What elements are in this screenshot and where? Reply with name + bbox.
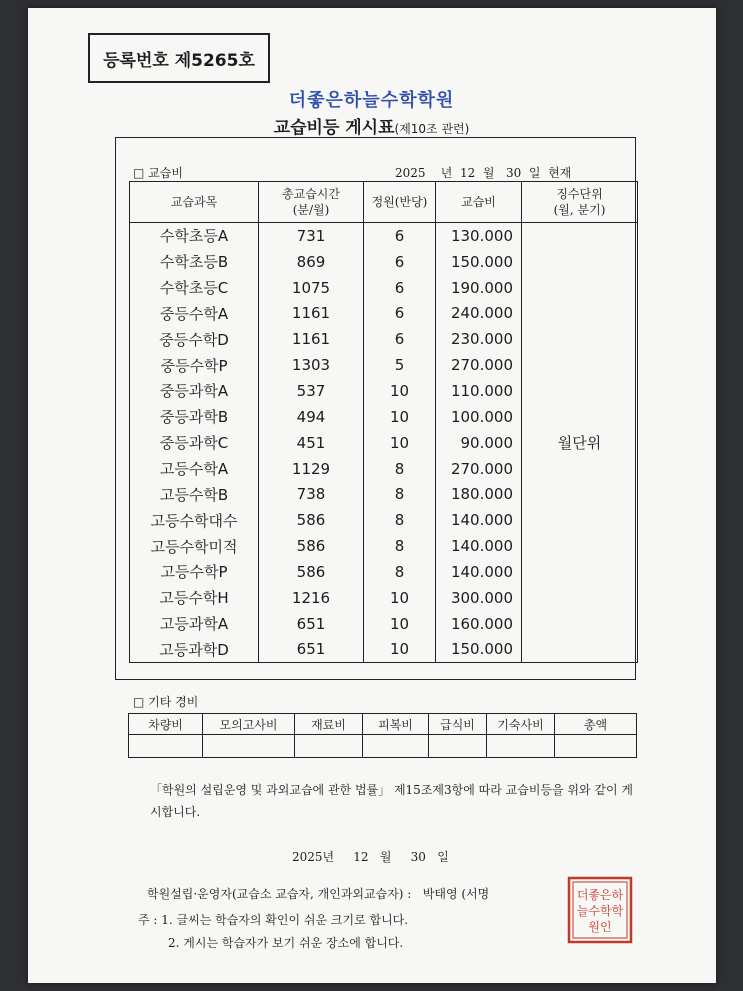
expense-value-cell xyxy=(129,735,203,758)
hours-cell: 1161 xyxy=(259,301,364,327)
table-row xyxy=(130,223,638,249)
hours-cell: 731 xyxy=(259,223,364,249)
capacity-cell: 6 xyxy=(364,301,436,327)
tuition-cell: 150.000 xyxy=(436,249,522,275)
as-of-date: 2025 년 12 월 30 일 현재 xyxy=(395,166,572,180)
subject-cell: 중등과학C xyxy=(130,430,259,456)
tuition-cell: 300.000 xyxy=(436,585,522,611)
header-hours xyxy=(259,182,364,223)
svg-text:더좋은하: 더좋은하 xyxy=(576,888,624,902)
expense-value-cell xyxy=(487,735,555,758)
tuition-cell: 230.000 xyxy=(436,326,522,352)
hours-cell: 1161 xyxy=(259,326,364,352)
hours-cell: 1303 xyxy=(259,352,364,378)
capacity-cell: 8 xyxy=(364,507,436,533)
capacity-cell: 6 xyxy=(364,275,436,301)
operator-line: 학원설립·운영자(교습소 교습자, 개인과외교습자) : 박태영 (서명 xyxy=(147,887,490,901)
capacity-cell: 10 xyxy=(364,585,436,611)
capacity-cell: 8 xyxy=(364,533,436,559)
tuition-cell: 140.000 xyxy=(436,533,522,559)
expense-header: 총액 xyxy=(555,714,637,735)
subject-cell: 고등수학H xyxy=(130,585,259,611)
hours-cell: 1129 xyxy=(259,456,364,482)
tuition-cell: 140.000 xyxy=(436,559,522,585)
expense-header: 재료비 xyxy=(295,714,363,735)
header-unit xyxy=(522,182,638,223)
subject-cell: 수학초등C xyxy=(130,275,259,301)
note-1: 주 : 1. 글씨는 학습자의 확인이 쉬운 크기로 합니다. xyxy=(138,913,409,927)
expense-value-cell xyxy=(363,735,429,758)
hours-cell: 586 xyxy=(259,559,364,585)
capacity-cell: 10 xyxy=(364,611,436,637)
tuition-table-body xyxy=(130,223,638,663)
other-expenses-label: □ 기타 경비 xyxy=(133,695,199,709)
tuition-cell: 130.000 xyxy=(436,223,522,249)
document-title xyxy=(0,113,743,138)
svg-text:원인: 원인 xyxy=(588,920,612,934)
signing-date: 2025년 12 월 30 일 xyxy=(292,850,449,864)
subject-cell: 중등수학D xyxy=(130,326,259,352)
title-reference: (제10조 관련) xyxy=(394,122,470,136)
hours-cell: 586 xyxy=(259,507,364,533)
subject-cell: 수학초등B xyxy=(130,249,259,275)
hours-cell: 738 xyxy=(259,481,364,507)
header-subject: 교습과목 xyxy=(130,182,259,223)
other-expenses-row xyxy=(129,735,637,758)
capacity-cell: 8 xyxy=(364,456,436,482)
note-2: 2. 게시는 학습자가 보기 쉬운 장소에 합니다. xyxy=(168,936,404,950)
subject-cell: 고등수학P xyxy=(130,559,259,585)
other-expenses-table xyxy=(128,713,637,758)
expense-header: 피복비 xyxy=(363,714,429,735)
capacity-cell: 10 xyxy=(364,637,436,663)
capacity-cell: 10 xyxy=(364,378,436,404)
legal-statement: 「학원의 설립운영 및 과외교습에 관한 법률」 제15조제3항에 따라 교습비등을 위와 같이 게시합니다. xyxy=(150,783,633,819)
tuition-section-label: □ 교습비 xyxy=(133,166,183,180)
subject-cell: 중등과학B xyxy=(130,404,259,430)
tuition-cell: 110.000 xyxy=(436,378,522,404)
subject-cell: 고등수학A xyxy=(130,456,259,482)
hours-cell: 451 xyxy=(259,430,364,456)
tuition-cell: 150.000 xyxy=(436,637,522,663)
subject-cell: 수학초등A xyxy=(130,223,259,249)
expense-header: 급식비 xyxy=(429,714,487,735)
hours-cell: 494 xyxy=(259,404,364,430)
tuition-cell: 160.000 xyxy=(436,611,522,637)
subject-cell: 중등수학A xyxy=(130,301,259,327)
header-tuition: 교습비 xyxy=(436,182,522,223)
subject-cell: 중등과학A xyxy=(130,378,259,404)
hours-cell: 586 xyxy=(259,533,364,559)
svg-text:늘수학학: 늘수학학 xyxy=(576,904,624,918)
expense-value-cell xyxy=(295,735,363,758)
hours-cell: 651 xyxy=(259,637,364,663)
academy-name: 더좋은하늘수학학원 xyxy=(288,90,455,111)
capacity-cell: 5 xyxy=(364,352,436,378)
tuition-cell: 190.000 xyxy=(436,275,522,301)
tuition-cell: 100.000 xyxy=(436,404,522,430)
expense-header: 모의고사비 xyxy=(203,714,295,735)
subject-cell: 고등과학A xyxy=(130,611,259,637)
billing-unit-cell: 월단위 xyxy=(522,223,638,663)
tuition-cell: 140.000 xyxy=(436,507,522,533)
capacity-cell: 10 xyxy=(364,404,436,430)
subject-cell: 고등수학미적 xyxy=(130,533,259,559)
official-seal xyxy=(566,875,634,945)
capacity-cell: 6 xyxy=(364,326,436,352)
expense-value-cell xyxy=(203,735,295,758)
hours-cell: 651 xyxy=(259,611,364,637)
expense-header: 기숙사비 xyxy=(487,714,555,735)
tuition-cell: 270.000 xyxy=(436,352,522,378)
tuition-cell: 180.000 xyxy=(436,481,522,507)
capacity-cell: 8 xyxy=(364,559,436,585)
tuition-cell: 240.000 xyxy=(436,301,522,327)
hours-cell: 537 xyxy=(259,378,364,404)
capacity-cell: 10 xyxy=(364,430,436,456)
tuition-table xyxy=(129,181,638,663)
subject-cell: 고등과학D xyxy=(130,637,259,663)
capacity-cell: 8 xyxy=(364,481,436,507)
header-hours-text: 총교습시간 (분/월) xyxy=(282,187,340,217)
expense-value-cell xyxy=(429,735,487,758)
header-capacity: 정원(반당) xyxy=(364,182,436,223)
title-main: 교습비등 게시표 xyxy=(273,118,395,138)
registration-number-box: 등록번호 제5265호 xyxy=(88,33,270,83)
tuition-cell: 90.000 xyxy=(436,430,522,456)
capacity-cell: 6 xyxy=(364,223,436,249)
tuition-cell: 270.000 xyxy=(436,456,522,482)
tuition-table-header xyxy=(130,182,638,223)
expense-header: 차량비 xyxy=(129,714,203,735)
hours-cell: 1216 xyxy=(259,585,364,611)
subject-cell: 고등수학대수 xyxy=(130,507,259,533)
capacity-cell: 6 xyxy=(364,249,436,275)
hours-cell: 1075 xyxy=(259,275,364,301)
subject-cell: 중등수학P xyxy=(130,352,259,378)
other-expenses-header xyxy=(129,714,637,735)
subject-cell: 고등수학B xyxy=(130,481,259,507)
header-unit-text: 징수단위 (월, 분기) xyxy=(553,187,606,217)
hours-cell: 869 xyxy=(259,249,364,275)
expense-value-cell xyxy=(555,735,637,758)
